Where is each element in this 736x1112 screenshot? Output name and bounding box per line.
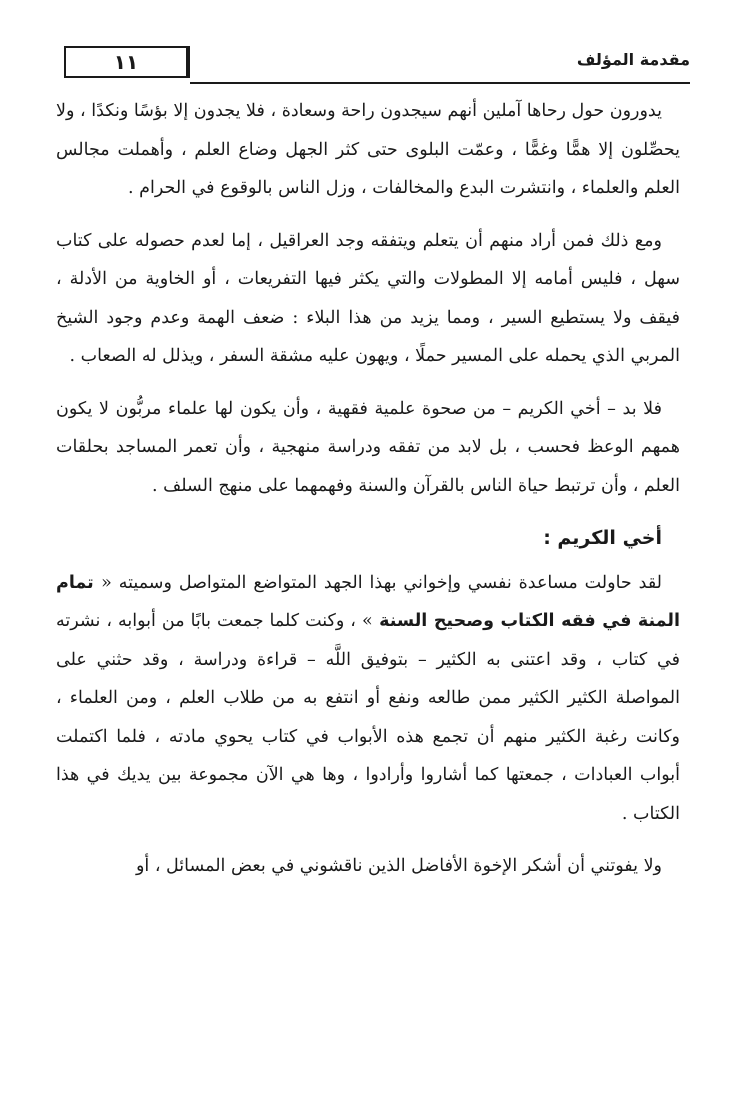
paragraph-5: ولا يفوتني أن أشكر الإخوة الأفاضل الذين ناقشوني في بعض المسائل ، أو [135,856,662,876]
header-rule [190,82,690,84]
paragraph-1: يدورون حول رحاها آملين أنهم سيجدون راحة وسعادة ، فلا يجدون إلا بؤسًا ونكدًا ، ولا يحصِّلون إلا همًّا وغمًّا ، وعمّت البلوى حتى كثر الجهل وضاع العلم ، وأهملت مجالس العلم والعلماء ، وانتشرت البدع والمخالفات ، وزل الناس بالوقوع في الحرام . [56,101,680,198]
paragraph-4 [56,564,680,834]
page-header [60,44,690,86]
running-title: مقدمة المؤلف [576,50,690,69]
paragraph-2: ومع ذلك فمن أراد منهم أن يتعلم ويتفقه وجد العراقيل ، إما لعدم حصوله على كتاب سهل ، فليس أمامه إلا المطولات والتي يكثر فيها التفريعات ، أو الخاوية من الأدلة ، فيقف ولا يستطيع السير ، ومما يزيد من هذا البلاء : ضعف الهمة وعدم وجود الشيخ المربي الذي يحمله على المسير حملًا ، ويهون عليه مشقة السفر ، ويذلل له الصعاب . [56,230,680,366]
page-body [56,92,680,900]
paragraph-4-rest: » ، وكنت كلما جمعت بابًا من أبوابه ، نشرته في كتاب ، وقد اعتنى به الكثير – بتوفيق اللَّه – قراءة ودراسة ، وقد حثني على المواصلة الكثير الكثير ممن طالعه ونفع أو انتفع به من طلاب العلم ، ومن العلماء ، وكانت رغبة الكثير منهم أن تجمع هذه الأبواب في كتاب يحوي مادته ، فلما اكتملت أبواب العبادات ، جمعتها كما أشاروا وأرادوا ، وها هي الآن مجموعة بين يديك في هذا الكتاب . [56,611,680,824]
page-number: ١١ [64,46,190,78]
paragraph-4-intro: لقد حاولت مساعدة نفسي وإخواني بهذا الجهد المتواضع المتواصل وسميته « [101,572,663,593]
section-subheading: أخي الكريم : [543,527,662,549]
book-title: تمام المنة في فقه الكتاب وصحيح السنة [56,572,680,631]
paragraph-3: فلا بد – أخي الكريم – من صحوة علمية فقهية ، وأن يكون لها علماء مربُّون لا يكون همهم الوعظ فحسب ، بل لابد من تفقه ودراسة منهجية ، وأن تعمر المساجد بحلقات العلم ، وأن ترتبط حياة الناس بالقرآن والسنة وفهمهما على منهج السلف . [56,398,680,496]
